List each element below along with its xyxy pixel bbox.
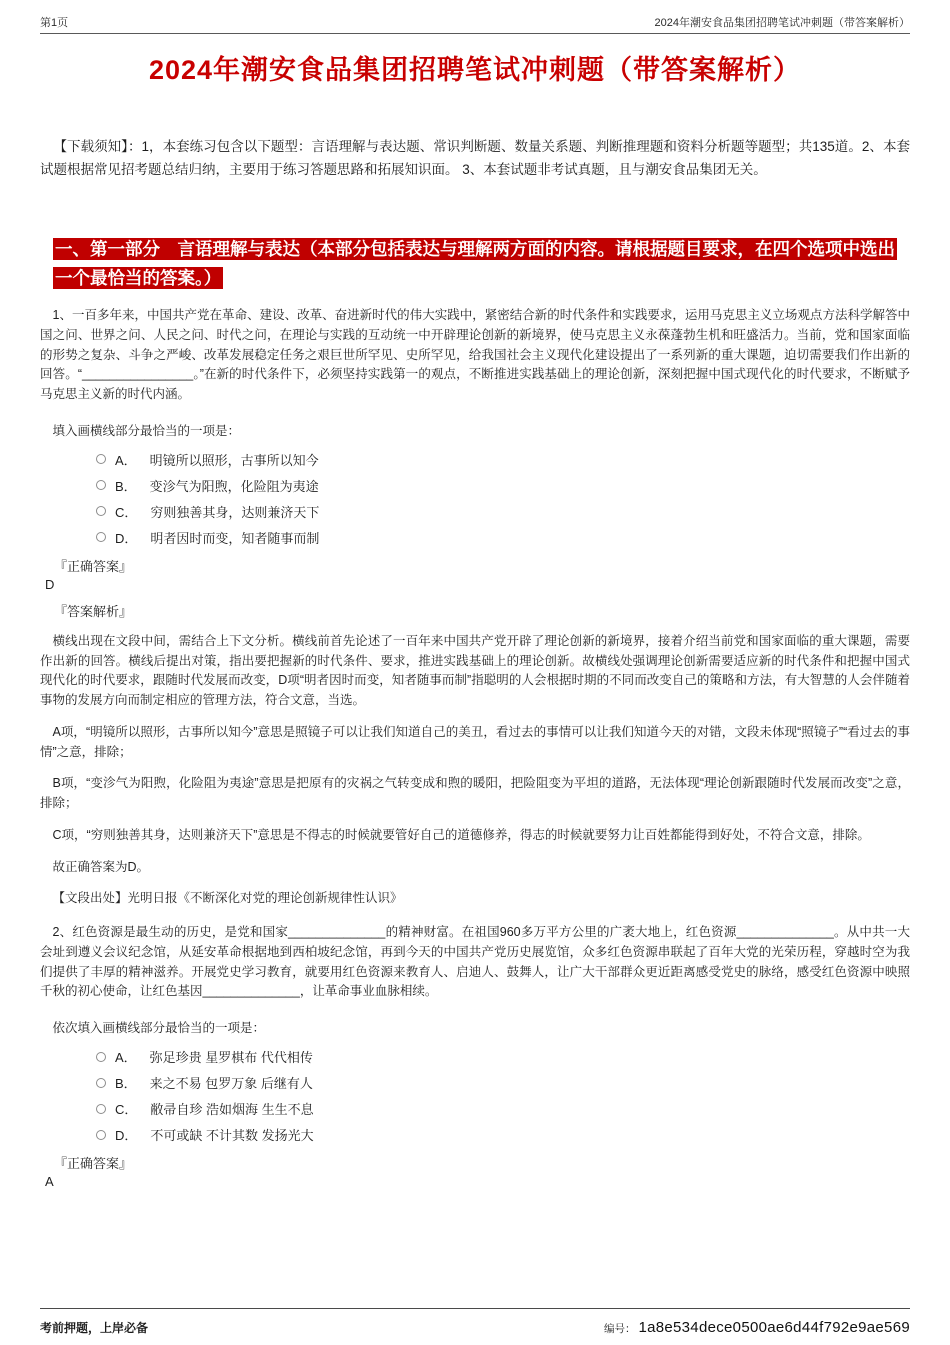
option-letter: D． — [115, 1128, 138, 1144]
question-1-options — [96, 450, 910, 547]
correct-answer-value: D — [45, 576, 55, 592]
question-1-option-d[interactable] — [96, 528, 910, 547]
radio-icon[interactable] — [96, 1052, 106, 1062]
option-text: 弥足珍贵 星罗棋布 代代相传 — [149, 1050, 313, 1066]
footer-divider — [40, 1308, 910, 1309]
footer-code-label: 编号： — [603, 1323, 636, 1335]
page-header — [40, 0, 910, 30]
analysis-paragraph: 横线出现在文段中间，需结合上下文分析。横线前首先论述了一百年来中国共产党开辟了理论创新的新境界，接着介绍当前党和国家面临的重大课题，需要作出新的回答。横线后提出对策，指出要把握新的时代条件、要求，推进实践基础上的理论创新。故横线处强调理论创新需要适应新的时代条件和把握中国式现代化的时代要求，跟随时代发展而改变，D项“明者因时而变，知者随事而制”指聪明的人会根据时期的不同而改变自己的策略和方法，有大智慧的人会伴随着事物的发展方向而制定相应的管理方法，符合文意，当选。 — [40, 633, 910, 708]
option-text: 穷则独善其身，达则兼济天下 — [150, 504, 320, 520]
question-2-option-d[interactable] — [96, 1125, 910, 1144]
question-2-option-b[interactable] — [96, 1073, 910, 1092]
question-1-prompt: 填入画横线部分最恰当的一项是： — [52, 423, 241, 438]
correct-answer-label: 『正确答案』 — [54, 558, 133, 574]
page-footer — [40, 1319, 910, 1336]
download-notice: 【下载须知】：1，本套练习包含以下题型：言语理解与表达题、常识判断题、数量关系题、判断推理题和资料分析题等题型；共135道。2、本套试题根据常见招考题总结归纳，主要用于练习答题思路和拓展知识面。 3、本套试题非考试真题，且与潮安食品集团无关。 — [40, 139, 910, 178]
option-letter: C． — [115, 504, 138, 520]
analysis-paragraph: B项，“变沴气为阳煦，化险阻为夷途”意思是把原有的灾祸之气转变成和煦的暖阳，把险阻变为平坦的道路，无法体现“理论创新跟随时代发展而改变”之意，排除； — [40, 776, 910, 811]
analysis-paragraph: C项，“穷则独善其身，达则兼济天下”意思是不得志的时候就要管好自己的道德修养，得志的时候就要努力让百姓都能得到好处，不符合文意，排除。 — [52, 827, 870, 842]
header-doc-title: 2024年潮安食品集团招聘笔试冲刺题（带答案解析） — [654, 17, 910, 29]
analysis-paragraph: A项，“明镜所以照形，古事所以知今”意思是照镜子可以让我们知道自己的美丑，看过去的事情可以让我们知道今天的对错，文段未体现“照镜子”“看过去的事情”之意，排除； — [40, 724, 910, 759]
section-heading — [40, 235, 910, 292]
question-1-option-b[interactable] — [96, 476, 910, 495]
section-heading-text: 一、第一部分 言语理解与表达（本部分包括表达与理解两方面的内容。请根据题目要求，在四个选项中选出一个最恰当的答案。） — [55, 239, 895, 288]
radio-icon[interactable] — [96, 1104, 106, 1114]
option-text: 变沴气为阳煦，化险阻为夷途 — [149, 478, 319, 494]
radio-icon[interactable] — [96, 1130, 106, 1140]
radio-icon[interactable] — [96, 454, 106, 464]
footer-code — [604, 1319, 910, 1336]
option-text: 来之不易 包罗万象 后继有人 — [149, 1076, 313, 1092]
option-letter: A． — [115, 1050, 137, 1066]
footer-slogan: 考前押题，上岸必备 — [40, 1321, 149, 1335]
option-letter: C． — [115, 1102, 138, 1118]
option-letter: B． — [115, 1076, 137, 1092]
question-1-option-c[interactable] — [96, 502, 910, 521]
radio-icon[interactable] — [96, 1078, 106, 1088]
question-2-option-c[interactable] — [96, 1099, 910, 1118]
radio-icon[interactable] — [96, 532, 106, 542]
option-letter: D． — [115, 530, 138, 546]
question-2-options — [96, 1047, 910, 1144]
option-letter: B． — [115, 478, 137, 494]
document-title: 2024年潮安食品集团招聘笔试冲刺题（带答案解析） — [148, 55, 802, 85]
passage-source: 【文段出处】光明日报《不断深化对党的理论创新规律性认识》 — [52, 891, 403, 906]
analysis-conclusion: 故正确答案为D。 — [52, 859, 150, 874]
correct-answer-value: A — [45, 1174, 54, 1190]
header-page-number: 第1页 — [40, 17, 69, 29]
option-text: 敝帚自珍 浩如烟海 生生不息 — [150, 1102, 314, 1118]
analysis-label: 『答案解析』 — [54, 603, 133, 619]
question-2-text: 2、红色资源是最生动的历史，是党和国家______________的精神财富。在祖国960多万平方公里的广袤大地上，红色资源______________。从中共一大会址到遵义会议纪念馆，从延安革命根据地到西柏坡纪念馆，再到今天的中国共产党历史展览馆，众多红色资源串联起了百年大党的光荣历程，穿越时空为我们提供了丰厚的精神滋养。开展党史学习教育，就要用红色资源来教育人、启迪人、鼓舞人，让广大干部群众更近距离感受党史的脉络，感受红色资源中映照千秋的初心使命，让红色基因______________，让革命事业血脉相续。 — [40, 925, 910, 999]
question-1-option-a[interactable] — [96, 450, 910, 469]
option-text: 明者因时而变，知者随事而制 — [150, 530, 320, 546]
radio-icon[interactable] — [96, 480, 106, 490]
radio-icon[interactable] — [96, 506, 106, 516]
option-text: 明镜所以照形，古事所以知今 — [149, 452, 319, 468]
question-2-option-a[interactable] — [96, 1047, 910, 1066]
question-1 — [40, 306, 910, 909]
option-letter: A． — [115, 452, 137, 468]
question-2-prompt: 依次填入画横线部分最恰当的一项是： — [52, 1021, 266, 1036]
header-divider — [40, 33, 910, 34]
question-2 — [40, 923, 910, 1189]
option-text: 不可或缺 不计其数 发扬光大 — [150, 1128, 314, 1144]
question-1-text: 1、一百多年来，中国共产党在革命、建设、改革、奋进新时代的伟大实践中，紧密结合新的时代条件和实践要求，运用马克思主义立场观点方法科学解答中国之问、世界之问、人民之问、时代之问，在理论与实践的互动统一中开辟理论创新的新境界，使马克思主义永葆蓬勃生机和旺盛活力。当前，党和国家面临的形势之复杂、斗争之严峻、改革发展稳定任务之艰巨世所罕见、史所罕见，给我国社会主义现代化建设提出了一系列新的重大课题，迫切需要我们作出新的回答。“________________。”在新的时代条件下，必须坚持实践第一的观点，不断推进实践基础上的理论创新，深刻把握中国式现代化的时代要求，不断赋予马克思主义新的时代内涵。 — [40, 308, 910, 402]
footer-code-value: 1a8e534dece0500ae6d44f792e9ae569 — [638, 1319, 910, 1336]
correct-answer-label: 『正确答案』 — [54, 1156, 133, 1172]
